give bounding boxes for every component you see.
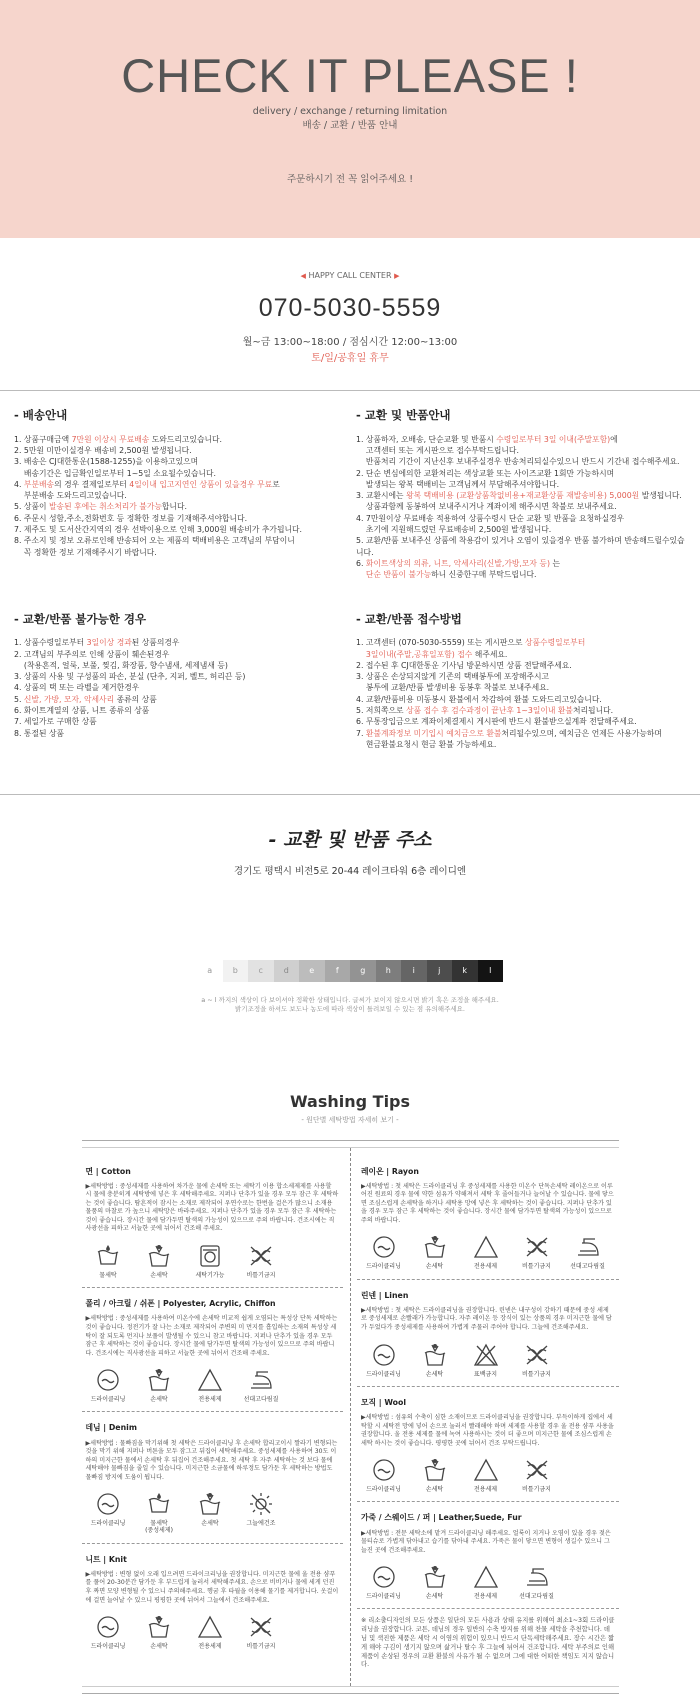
care-symbol [86, 1244, 131, 1279]
return-address-title: - 교환 및 반품 주소 [268, 829, 432, 852]
policy-line [14, 513, 350, 524]
policy-text: 3. 상품은 손상되지않게 기존의 택배봉투에 포장해주시고 [356, 672, 550, 682]
care-symbol-label: 비틀기금지 [246, 1643, 276, 1651]
grayscale-swatch: c [248, 960, 274, 982]
shipping-section [14, 407, 350, 581]
dry-icon [361, 1565, 406, 1589]
fabric-description: ▶세탁방법 : 첫 세탁은 드라이클리닝을 권장합니다. 린넨은 내구성이 강하기 때문에 중성 세제로 중성세제로 손빨래가 가능합니다. 자주 레이온 등 장식이 있는 상품의 경우 미지근한 물에 담가 두었다가 중성세제를 사용하여 가볍게 주물러 주어야 합니다. 그늘에 건조해주세요. [361, 1306, 612, 1331]
care-symbol-label: 비틀기금지 [522, 1486, 551, 1494]
policy-line [356, 728, 692, 739]
highlight-text: 왕복 택배비용 (교환상품착없비용+재교환상품 재발송비용) 5,000원 [406, 491, 640, 501]
policy-text: 3. 교환시에는 [356, 491, 407, 501]
policy-text: 발생되는 왕복 택배비는 고객님께서 부담해주셔야합니다. [356, 479, 560, 489]
iron-icon [565, 1235, 610, 1259]
highlight-text: 부분배송 [23, 479, 55, 489]
care-symbol-label: 손세탁 [425, 1263, 444, 1271]
care-symbol [463, 1458, 508, 1493]
policy-grid [0, 391, 700, 794]
care-symbols [361, 1565, 615, 1600]
nobleach-icon [239, 1615, 284, 1639]
care-symbol-label: 손세탁 [150, 1396, 168, 1404]
washing-header [0, 1090, 700, 1125]
highlight-text: 3일이내(주말,공휴일포함) 접수 [365, 649, 473, 659]
policy-text: 4. 7만원이상 무료배송 적용하여 상품수령시 단순 교환 및 반품을 요청하실경우 [356, 513, 625, 523]
triangle-icon [463, 1565, 508, 1589]
call-center-label [0, 270, 700, 282]
policy-line [14, 535, 350, 546]
policy-text [356, 570, 366, 579]
care-symbol [361, 1235, 406, 1270]
fabric-description: ▶세탁방법 : 전문 세탁소에 맡겨 드라이클리닝 해주세요. 얼룩이 지거나 오염이 있을 경우 젖은 물티슈로 가볍게 닦아내고 습기를 닦아내 주세요. 가죽은 물이 닿으면 변형이 생길수 있으니 그늘진 곳에 건조해주세요. [361, 1529, 611, 1554]
policy-line [14, 524, 350, 535]
method-list [356, 637, 692, 750]
care-symbol [463, 1565, 508, 1600]
care-symbol [412, 1458, 457, 1493]
grayscale-swatch: l [478, 960, 504, 982]
sun-icon [239, 1492, 284, 1516]
care-symbol-label: 전용세제 [198, 1643, 222, 1651]
policy-text: 처리될수있으며, 예치금은 언제든 사용가능하며 [501, 728, 662, 738]
care-symbol [239, 1492, 284, 1534]
policy-line [14, 671, 350, 682]
policy-line [14, 660, 350, 671]
policy-text: 반품처리 기간이 지난신후 보내주실경우 반송처리되실수있으니 반드시 기간내 접수해주세요. [356, 457, 680, 467]
care-symbol-label: 드라이클리닝 [366, 1593, 401, 1601]
care-symbol-label: 비틀기금지 [522, 1370, 551, 1378]
highlight-text: 4일이내 입고지연인 상품이 있을경우 무료 [129, 479, 273, 489]
grayscale-swatch: h [376, 960, 402, 982]
care-symbols [86, 1492, 340, 1534]
highlight-text: 환불계좌정보 미기입시 예치금으로 환불 [365, 728, 502, 738]
page-title: CHECK IT PLEASE ! [121, 49, 579, 102]
policy-text: 현금환불요청시 현금 환불 가능하세요. [356, 739, 497, 749]
fabric-card [82, 1288, 344, 1412]
policy-text: 4. [14, 479, 24, 489]
care-symbol [137, 1492, 182, 1534]
highlight-text: 화이트색상의 의류, 니트, 악세사리(신발,가방,모자 등) [365, 558, 550, 568]
care-symbol [514, 1565, 559, 1600]
fabric-name: 니트 | Knit [85, 1554, 127, 1564]
care-symbol-label: 드라이클리닝 [90, 1520, 126, 1528]
hand-icon [412, 1458, 457, 1482]
nobleach-icon [239, 1244, 284, 1268]
care-symbol-label: 표백금지 [473, 1370, 498, 1378]
drop-icon [86, 1244, 131, 1268]
policy-line [356, 524, 692, 535]
washing-title: Washing Tips [289, 1092, 411, 1112]
policy-text: 종류의 상품 [114, 694, 157, 704]
fabric-description: ▶세탁방법 : 첫 세탁은 드라이클리닝 후 중성세제를 사용한 미온수 단독손세탁 레이온으로 이루어진 원료의 경우 물에 약한 섬유가 약해져서 세탁 후 줄어들거나 늘어날 수 있습니다. 물에 닿으면 조심스럽게 손세탁을 하거나 세탁용 망에 넣은 후 세탁하는 것이 좋습니다. 지퍼나 단추가 있을 경우 모두 잠근 후 세탁하는 것이 좋습니다. 장시간 물에 담가두면 탈색의 가능성이 있으므로 주의 바랍니다. [361, 1182, 614, 1224]
washing-tips [0, 1090, 700, 1694]
drop-icon [137, 1492, 182, 1516]
policy-text: 3. 배송은 CJ대한통운(1588-1255)을 이용하고있으며 [14, 457, 199, 467]
policy-text: 6. [356, 558, 366, 568]
policy-text: 2. 5만원 미만이실경우 배송비 2,500원 발생됩니다. [14, 445, 192, 455]
care-symbol-label: 비틀기금지 [246, 1271, 276, 1279]
washing-footnote: ※ 리소출디자인의 모든 상품은 일단의 모든 사용과 상태 유지를 위해여 최소1~3회 드라이클리닝을 권장합니다. 코튼, 데님의 경우 일반의 수축 방지를 위해 찬물 세탁을 추천합니다. 데님 및 색진한 제품은 세탁 시 이염의 위험이 있으니 반드시 단독세탁해주세요. 장수 시간은 짧게 해야 구김이 생기지 않으며 삶거나 탈수 후 그늘에 뉘어서 건조합니다. 세탁 부주의로 인해 제품이 손상된 경우의 교환 환불의 사유가 될 수 없으며 그에 대한 어떠한 책임도 지지 않습니다. [361, 1617, 615, 1669]
hero-notice: 주문하시기 전 꼭 읽어주세요 ! [286, 173, 413, 185]
care-symbol-label: 드라이클리닝 [90, 1643, 126, 1651]
care-symbol [239, 1615, 284, 1650]
grayscale-swatch: g [350, 960, 376, 982]
fabric-name: 폴리 / 아크릴 / 쉬폰 | Polyester, Acrylic, Chiffon [85, 1299, 276, 1309]
policy-line [356, 716, 692, 727]
policy-line [14, 728, 350, 739]
policy-line [356, 513, 692, 524]
care-symbol [412, 1565, 457, 1600]
shipping-title: - 배송안내 [14, 408, 68, 422]
washing-columns [82, 1147, 619, 1688]
care-symbol-label: 손세탁 [150, 1271, 168, 1279]
grayscale-swatch: a [197, 960, 223, 982]
policy-line [14, 637, 350, 648]
care-symbol-label: 손세탁 [425, 1486, 444, 1494]
policy-line [356, 660, 692, 671]
policy-line [356, 535, 692, 558]
washing-subtitle[interactable]: - 원단별 세탁방법 자세히 보기 - [301, 1116, 399, 1125]
grayscale-swatch: d [274, 960, 300, 982]
care-symbol [188, 1615, 233, 1650]
machine-icon [188, 1244, 233, 1268]
triangle-right-icon: ▶ [394, 272, 400, 280]
policy-line [356, 694, 692, 705]
highlight-text: 상품 접수 후 검수과정이 끝난후 1~3일이내 환불 [406, 705, 573, 715]
dry-icon [86, 1615, 131, 1639]
care-symbol [86, 1368, 131, 1403]
policy-text: 6. 화이트계열의 상품, 니트 종류의 상품 [14, 705, 150, 715]
policy-text: 8. 주소지 및 정보 오류로인해 반송되어 오는 제품의 택배비용은 고객님의 부담이니 [14, 536, 295, 546]
fabric-description: ▶세탁방법 : 중성세제를 사용하여 미온수에 손세탁 비교적 쉽게 오염되는 특성상 단독 세탁하는 것이 좋습니다. 정전기가 잘 나는 소재로 제작되어 주변의 미 먼지를 흡입하는 소재의 특성상 세탁이 잘 되도록 먼지나 보풀이 발생될 수 있으니 참고 바랍니다. 지퍼나 단추가 있을 경우 모두 잠근 후 세탁하는 것이 좋습니다. 장시간 물에 담가두면 탈색의 가능성이 있으므로 주의 바랍니다. 건조시에는 직사광선을 피하고 서늘한 곳에 뉘어서 건조해 주세요. [85, 1315, 338, 1357]
dry-icon [86, 1368, 131, 1392]
highlight-text: 단순 반품이 불가능 [365, 570, 432, 580]
policy-text: 처리됩니다. [572, 705, 614, 715]
policy-line [14, 456, 350, 467]
care-symbol [137, 1615, 182, 1650]
policy-line [14, 649, 350, 660]
fabric-description: ▶세탁방법 : 중성세제를 사용하여 차가운 물에 손세탁 또는 세탁기 이용 합소세제제를 사용할 시 물에 충분히게 세탁방에 넣은 후 세탁해주세요. 지퍼나 단추가 있을 경우 모두 잠근 후 세탁하는 것이 좋습니다. 땀흔적이 잠시는 소재로 제작되어 우연수로는 한번을 걸은가 많으니 소재용 물품의 마찰로 가 높으니 세탁망은 바라주세요. 지퍼나 단추가 있을 경우 모두 잠근 후 세탁하는 것이 좋습니다. 장시간 물에 담가두면 탈색의 가능성이 있으므로 주의 바랍니다. 건조시에는 직사광선을 피하고 서늘한 곳에 뉘어서 건조해 주세요. [85, 1182, 339, 1233]
policy-line [356, 490, 692, 501]
policy-line [14, 716, 350, 727]
policy-line [356, 671, 692, 682]
care-symbol [137, 1368, 182, 1403]
hand-icon [412, 1235, 457, 1259]
care-symbol-label: 전용세제 [473, 1486, 498, 1494]
dry-icon [86, 1492, 131, 1516]
care-symbol-label: 드라이클리닝 [366, 1486, 401, 1494]
policy-line [356, 649, 692, 660]
fabric-description: ▶세탁방법 : 섬유의 수축이 심한 소재이므로 드라이클리닝을 권장합니다. 부득이하게 집에서 세탁할 시 세탁전 망에 넣어 손으로 눌러서 빨래해야 하며 세제를 사용할 경우 울 전용 샴푸 사용을 권장합니다. 울 전용 세제를 물에 녹여 사용하시는 것이 더 좋으며 미지근한 물에 조심스럽게 손세탁 하시는 것이 좋습니다. 평평한 곳에 뉘어서 건조 부탁드립니다. [361, 1414, 614, 1447]
care-symbol-label: 드라이클리닝 [366, 1263, 401, 1271]
care-symbols [86, 1615, 340, 1650]
policy-line [356, 434, 692, 445]
care-symbol-label: 세탁기가능 [195, 1271, 225, 1279]
policy-text: 5. 저희쪽으로 [356, 705, 407, 715]
policy-text: 1. 상품하자, 오배송, 단순교환 및 반품시 [356, 434, 497, 444]
highlight-text: 수령일로부터 3일 이내(주말포함) [496, 434, 611, 444]
fabric-card [357, 1387, 619, 1503]
dry-icon [361, 1458, 406, 1482]
policy-line [356, 479, 692, 490]
care-symbol-label: 드라이클리닝 [366, 1370, 401, 1378]
care-symbol-label: 전용세제 [473, 1593, 498, 1601]
hand-icon [137, 1615, 182, 1639]
policy-text: 하니 신중한구매 부탁드립니다. [431, 570, 537, 580]
care-symbol [86, 1615, 131, 1650]
fabric-description: ▶세탁방법 : 물빠짐을 막기위해 첫 세탁은 드라이클리닝 후 손세탁 합리고이시 짤라기 변형되는 것을 막기 위해 지퍼나 버튼을 모두 잠그고 뒤집어 세탁해주세요. 중성세제를 사용하여 30도 이하의 미지근한 물에서 손세탁 후 뒤집어 건조해주세요. 첫 세탁 후 자주 세탁하는 것 보다 물에 세탁해야 물빠짐을 줄일 수 있습니다. 미지근한 소금물에 하루정도 담가둔 후 세탁하는 방법도 물빠짐 방지에 도움이 됩니다. [85, 1439, 338, 1481]
policy-text: 5. 상품이 [14, 502, 49, 512]
hand-icon [412, 1343, 457, 1367]
care-symbol [239, 1368, 284, 1403]
policy-line [356, 558, 692, 569]
policy-text: 배송기간은 입금확인일로부터 1~5일 소요될수있습니다. [14, 468, 216, 478]
policy-text: 고객센터 또는 게시판으로 접수부탁드립니다. [356, 445, 519, 455]
policy-text: 의 경우 결제일로부터 [54, 479, 130, 489]
fabric-name: 모직 | Wool [361, 1397, 407, 1407]
shipping-list [14, 434, 350, 558]
care-symbol [361, 1343, 406, 1378]
hero-subtitle-ko: 배송 / 교환 / 반품 안내 [302, 119, 398, 131]
policy-text [356, 650, 366, 659]
care-symbol [137, 1244, 182, 1279]
fabric-name: 데님 | Denim [85, 1423, 137, 1433]
call-center-phone[interactable]: 070-5030-5559 [258, 293, 442, 322]
policy-line [14, 547, 350, 558]
triangle-icon [463, 1458, 508, 1482]
call-center-label-text: HAPPY CALL CENTER [308, 271, 392, 280]
policy-text: 1. 상품수령일로부터 [14, 638, 87, 648]
grayscale-note-line1: a ~ l 까지의 색상이 다 보이셔야 정확한 상태입니다. 글씨가 보이지 않으시면 밝기 혹은 조정을 해주세요. [201, 996, 499, 1005]
policy-text: 4. 교환/반품비용 미동봉시 환불에서 차감하여 환불 도와드리고있습니다. [356, 694, 602, 704]
care-symbol [188, 1492, 233, 1534]
policy-text: 로 [272, 479, 280, 489]
care-symbol-label: 선대고다림질 [519, 1593, 554, 1601]
triangle-left-icon: ◀ [300, 272, 306, 280]
policy-line [356, 456, 692, 467]
policy-text: 도와드리고있습니다. [149, 434, 223, 444]
care-symbol [514, 1458, 559, 1493]
washing-panel [82, 1140, 619, 1695]
policy-line [14, 694, 350, 705]
policy-text: 2. 접수된 후 CJ대한통운 기사님 방문하시면 상품 전달해주세요. [356, 660, 572, 670]
grayscale-note [0, 996, 700, 1014]
exchange-list [356, 434, 692, 581]
dry-icon [361, 1235, 406, 1259]
policy-text: 에 [610, 434, 618, 444]
care-symbols [361, 1458, 615, 1493]
policy-text: 된 상품의경우 [131, 638, 180, 648]
policy-text: 2. 단순 변심에의한 교환처리는 색상교환 또는 사이즈교환 1회만 가능하시며 [356, 468, 615, 478]
policy-line [14, 501, 350, 512]
grayscale-swatch: e [299, 960, 325, 982]
policy-text: 5. [14, 694, 24, 704]
fabric-name: 레이온 | Rayon [361, 1166, 419, 1176]
policy-line [356, 445, 692, 456]
policy-line [356, 739, 692, 750]
care-symbol [412, 1235, 457, 1270]
policy-line [14, 479, 350, 490]
care-symbols [361, 1343, 615, 1378]
care-symbol [361, 1565, 406, 1600]
policy-text: 7. 세일가로 구매한 상품 [14, 717, 97, 727]
policy-text: 6. 주문시 성함,주소,전화번호 등 정확한 정보를 기재해주셔야합니다. [14, 513, 248, 523]
fabric-name: 가죽 / 스웨이드 / 퍼 | Leather,Suede, Fur [361, 1513, 522, 1523]
grayscale-swatch: i [401, 960, 427, 982]
policy-line [356, 569, 692, 580]
call-center-holiday: 토/일/공휴일 휴무 [311, 353, 389, 365]
policy-line [14, 468, 350, 479]
policy-text: 1. 고객센터 (070-5030-5559) 또는 게시판으로 [356, 638, 525, 648]
iron-icon [239, 1368, 284, 1392]
policy-text: 2. 고객님의 부주의로 인해 상품이 훼손된경우 [14, 649, 170, 659]
care-symbol-label: 손세탁 [150, 1643, 168, 1651]
policy-text: 4. 상품의 택 또는 라벨을 제거한경우 [14, 683, 140, 693]
nobleach-icon [514, 1343, 559, 1367]
policy-text: 7. 제주도 및 도서산간지역의 경우 선박이용으로 인해 3,000원 배송비가 추가됩니다. [14, 525, 303, 535]
nobleach2-icon [463, 1343, 508, 1367]
policy-text: 초기에 지원해드렸던 무료배송비 2,500원 발생됩니다. [356, 525, 552, 535]
policy-line [14, 434, 350, 445]
hand-icon [137, 1244, 182, 1268]
washing-left-column [82, 1148, 344, 1687]
call-center-hours: 월~금 13:00~18:00 / 점심시간 12:00~13:00 [242, 336, 458, 348]
hand-icon [188, 1492, 233, 1516]
care-symbol [412, 1343, 457, 1378]
policy-text: 꼭 정확한 정보 기재해주시기 바랍니다. [14, 547, 157, 557]
return-address-text: 경기도 평택시 비전5로 20-44 레이크타워 6층 레이디엔 [233, 865, 467, 877]
policy-line [356, 682, 692, 693]
care-symbol [239, 1244, 284, 1279]
care-symbol-label: 그늘에건조 [246, 1520, 276, 1528]
highlight-text: 발송된 후에는 취소처리가 불가능 [49, 502, 162, 512]
hero-subtitle-en: delivery / exchange / returning limitation [252, 106, 448, 117]
care-symbol-label: 물세탁 (중성세제) [145, 1520, 173, 1535]
policy-text: (착용흔적, 얼룩, 보풀, 찢김, 화장품, 향수냄새, 세제냄새 등) [14, 660, 228, 670]
care-symbol-label: 전용세제 [473, 1263, 498, 1271]
policy-text: 8. 통절된 상품 [14, 728, 65, 738]
care-symbol-label: 비틀기금지 [522, 1263, 551, 1271]
policy-line [14, 705, 350, 716]
grayscale-swatch: b [223, 960, 249, 982]
call-center [0, 238, 700, 390]
policy-text: 5. 교환/반품 보내주신 상품에 착용감이 있거나 오염이 있을경우 반품 불가하며 반송해드릴수있습니다. [356, 536, 685, 557]
care-symbol [514, 1235, 559, 1270]
care-symbols [86, 1244, 340, 1279]
highlight-text: 3일이상 경과 [86, 638, 132, 648]
policy-text: 봉투에 교환/반품 발생비용 동봉후 착불로 보내주세요. [356, 683, 550, 693]
grayscale-note-line2: 밝기조정을 하셔도 보도나 농도에 따라 색상이 틀려보일 수 있는 점 유의해주세요. [235, 1005, 465, 1014]
care-symbol-label: 선대고다림질 [243, 1396, 279, 1404]
exchange-title: - 교환 및 반품안내 [356, 408, 451, 422]
fabric-card [357, 1156, 619, 1280]
care-symbol [188, 1244, 233, 1279]
highlight-text: 7만원 이상시 무료배송 [71, 434, 150, 444]
care-symbol-label: 손세탁 [425, 1593, 444, 1601]
hand-icon [137, 1368, 182, 1392]
grayscale-swatch: f [325, 960, 351, 982]
policy-text: 3. 상품의 사용 및 구성품의 파손, 분실 (단추, 지퍼, 벨트, 허리끈 등) [14, 672, 246, 682]
policy-text: 1. 상품구매금액 [14, 434, 72, 444]
care-symbol-label: 전용세제 [198, 1396, 222, 1404]
policy-line [356, 501, 692, 512]
care-symbol [514, 1343, 559, 1378]
exchange-section [356, 407, 692, 581]
dry-icon [361, 1343, 406, 1367]
fabric-card [357, 1280, 619, 1387]
fabric-name: 면 | Cotton [85, 1166, 131, 1176]
fabric-name: 린넨 | Linen [361, 1290, 409, 1300]
fabric-card [82, 1412, 344, 1543]
care-symbol-label: 손세탁 [201, 1520, 219, 1528]
care-symbol [86, 1492, 131, 1534]
fabric-description: ▶세탁방법 : 변형 없이 오래 입으려면 드라이크리닝을 권장합니다. 미지근한 물에 울 전용 샴푸를 풀어 20-30분간 담가둔 후 부드럽게 눌러서 세탁해주세요. 손으로 비비거나 물에 세게 던진 후 짜면 모양 변형될 수 있으니 주의해주세요. 헹굼 후 타월을 이용해 물기를 제거합니다. 옷걸이에 걸면 늘어날 수 있으니 평평한 곳에 뉘어서 그늘에서 건조해주세요. [85, 1570, 339, 1604]
hand-icon [412, 1565, 457, 1589]
care-symbol [463, 1343, 508, 1378]
method-section [356, 611, 692, 751]
iron-icon [514, 1565, 559, 1589]
policy-line [356, 705, 692, 716]
grayscale-swatch: k [452, 960, 478, 982]
care-symbol-label: 선대고다림질 [570, 1263, 605, 1271]
method-title: - 교환/반품 접수방법 [356, 611, 462, 626]
care-symbols [361, 1235, 615, 1270]
policy-text: 7. [356, 728, 366, 738]
grayscale-check [0, 960, 700, 1090]
triangle-icon [463, 1235, 508, 1259]
not-allowed-section [14, 611, 350, 751]
policy-line [14, 490, 350, 501]
policy-line [14, 445, 350, 456]
grayscale-swatch: j [427, 960, 453, 982]
policy-text: 부분배송 도와드리고있습니다. [14, 491, 127, 501]
policy-text: 상품과함께 동봉하여 보내주시거나 계좌이체 해주시면 착불로 보내주세요. [356, 502, 617, 512]
care-symbol [188, 1368, 233, 1403]
policy-text: 합니다. [161, 502, 187, 512]
not-allowed-title: - 교환/반품 불가능한 경우 [14, 611, 147, 626]
policy-line [356, 637, 692, 648]
nobleach-icon [514, 1235, 559, 1259]
triangle-icon [188, 1368, 233, 1392]
policy-text: 발생됩니다. [639, 491, 682, 501]
not-allowed-list [14, 637, 350, 739]
care-symbols [86, 1368, 340, 1403]
policy-line [14, 682, 350, 693]
care-symbol [565, 1235, 610, 1270]
washing-right-column [357, 1148, 619, 1687]
return-address [0, 795, 700, 960]
care-symbol [463, 1235, 508, 1270]
grayscale-swatches [197, 960, 503, 982]
highlight-text: 상품수령일로부터 [524, 638, 586, 648]
policy-text: 는 [550, 558, 561, 568]
hero-banner [0, 0, 700, 238]
fabric-card [82, 1156, 344, 1289]
care-symbol-label: 물세탁 [99, 1271, 117, 1279]
highlight-text: 신발, 가방, 모자, 악세사리 [23, 694, 115, 704]
care-symbol-label: 드라이클리닝 [90, 1396, 126, 1404]
fabric-card [357, 1502, 619, 1609]
triangle-icon [188, 1615, 233, 1639]
policy-text: 6. 무통장입금으로 계좌이체결제시 게시판에 반드시 환불받으실계좌 전달해주세요. [356, 717, 637, 727]
policy-text: 해주세요. [472, 649, 508, 659]
nobleach-icon [514, 1458, 559, 1482]
policy-line [356, 468, 692, 479]
fabric-card [82, 1544, 344, 1659]
care-symbol [361, 1458, 406, 1493]
care-symbol-label: 손세탁 [425, 1370, 444, 1378]
